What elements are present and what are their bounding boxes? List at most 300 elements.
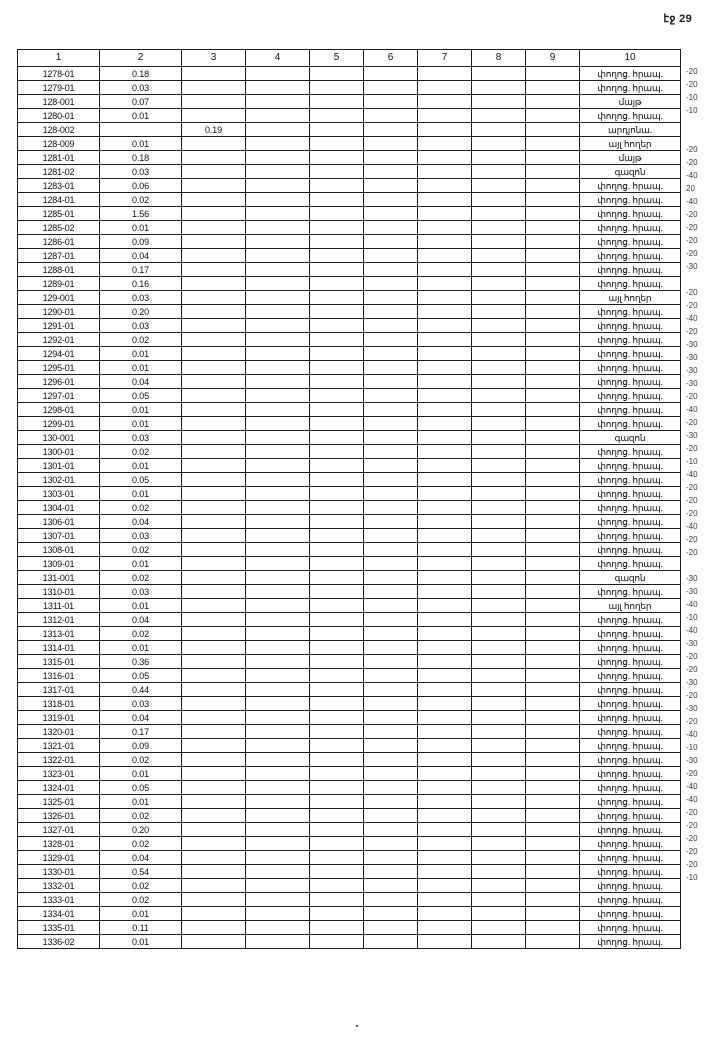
cell-empty-col9 (526, 151, 580, 165)
cell-empty-col8 (472, 445, 526, 459)
cell-empty-col6 (364, 683, 418, 697)
cell-land-use-type: փողոց. հրապ. (580, 935, 681, 949)
cell-empty-col6 (364, 375, 418, 389)
cell-empty-col6 (364, 921, 418, 935)
table-header-row (18, 50, 681, 67)
cell-land-use-type: փողոց. հրապ. (580, 879, 681, 893)
cell-parcel-code: 1302-01 (18, 473, 100, 487)
cell-empty-col7 (418, 459, 472, 473)
cell-empty-col9 (526, 781, 580, 795)
cell-empty-col8 (472, 921, 526, 935)
margin-annotation: -30 (686, 587, 698, 596)
cell-empty-col4 (246, 417, 310, 431)
cell-area-total: 0.03 (100, 585, 182, 599)
cell-empty-col5 (310, 683, 364, 697)
margin-annotation: -40 (686, 171, 698, 180)
cell-area-col3 (182, 767, 246, 781)
cell-area-col3 (182, 795, 246, 809)
cell-area-total: 0.01 (100, 347, 182, 361)
cell-land-use-type: փողոց. հրապ. (580, 627, 681, 641)
cell-area-col3 (182, 221, 246, 235)
cell-parcel-code: 1301-01 (18, 459, 100, 473)
margin-annotation: -20 (686, 665, 698, 674)
cell-empty-col4 (246, 753, 310, 767)
cell-empty-col5 (310, 431, 364, 445)
cell-area-total: 0.36 (100, 655, 182, 669)
cell-empty-col9 (526, 697, 580, 711)
table-row (18, 683, 681, 697)
cell-empty-col5 (310, 543, 364, 557)
cell-area-total: 0.01 (100, 935, 182, 949)
cell-empty-col8 (472, 417, 526, 431)
cell-parcel-code: 1322-01 (18, 753, 100, 767)
cell-empty-col5 (310, 725, 364, 739)
cell-empty-col4 (246, 823, 310, 837)
cell-empty-col5 (310, 473, 364, 487)
cell-empty-col6 (364, 585, 418, 599)
cell-parcel-code: 128-002 (18, 123, 100, 137)
cell-empty-col7 (418, 445, 472, 459)
cell-empty-col9 (526, 81, 580, 95)
cell-empty-col9 (526, 347, 580, 361)
cell-empty-col6 (364, 837, 418, 851)
cell-empty-col5 (310, 487, 364, 501)
cell-empty-col4 (246, 893, 310, 907)
cell-area-col3 (182, 403, 246, 417)
cell-empty-col5 (310, 669, 364, 683)
margin-annotation: -20 (686, 392, 698, 401)
column-header-8: 8 (472, 50, 526, 67)
cell-land-use-type: փողոց. հրապ. (580, 515, 681, 529)
cell-empty-col5 (310, 697, 364, 711)
table-body (18, 67, 681, 949)
cell-empty-col9 (526, 837, 580, 851)
cell-empty-col7 (418, 403, 472, 417)
cell-empty-col7 (418, 193, 472, 207)
cell-empty-col9 (526, 641, 580, 655)
cell-empty-col4 (246, 529, 310, 543)
cell-area-total: 0.04 (100, 711, 182, 725)
cell-empty-col5 (310, 277, 364, 291)
table-row (18, 571, 681, 585)
margin-annotation: -20 (686, 444, 698, 453)
cell-empty-col8 (472, 193, 526, 207)
cell-empty-col9 (526, 473, 580, 487)
cell-empty-col4 (246, 165, 310, 179)
margin-annotation: -40 (686, 314, 698, 323)
margin-annotation: -10 (686, 106, 698, 115)
cell-empty-col7 (418, 81, 472, 95)
cell-empty-col7 (418, 921, 472, 935)
cell-empty-col5 (310, 935, 364, 949)
cell-empty-col6 (364, 823, 418, 837)
cell-land-use-type: փողոց. հրապ. (580, 193, 681, 207)
cell-empty-col6 (364, 753, 418, 767)
cell-empty-col6 (364, 599, 418, 613)
cell-area-col3 (182, 739, 246, 753)
cell-empty-col6 (364, 655, 418, 669)
cell-empty-col6 (364, 67, 418, 81)
column-header-4: 4 (246, 50, 310, 67)
cell-empty-col6 (364, 543, 418, 557)
cell-area-col3 (182, 263, 246, 277)
cell-parcel-code: 1319-01 (18, 711, 100, 725)
cell-empty-col9 (526, 599, 580, 613)
cell-empty-col8 (472, 529, 526, 543)
cell-empty-col5 (310, 641, 364, 655)
cell-empty-col8 (472, 137, 526, 151)
cell-area-total: 0.01 (100, 557, 182, 571)
cell-parcel-code: 1291-01 (18, 319, 100, 333)
table-row (18, 711, 681, 725)
table-row (18, 487, 681, 501)
cell-empty-col5 (310, 361, 364, 375)
cell-empty-col7 (418, 277, 472, 291)
cell-empty-col8 (472, 613, 526, 627)
cell-area-total: 0.07 (100, 95, 182, 109)
cell-area-total: 0.02 (100, 571, 182, 585)
cell-empty-col9 (526, 165, 580, 179)
cell-area-col3 (182, 445, 246, 459)
cell-empty-col6 (364, 347, 418, 361)
table-row (18, 767, 681, 781)
cell-parcel-code: 1300-01 (18, 445, 100, 459)
cell-land-use-type: փողոց. հրապ. (580, 249, 681, 263)
table-row (18, 823, 681, 837)
cell-empty-col9 (526, 753, 580, 767)
cell-parcel-code: 1287-01 (18, 249, 100, 263)
cell-empty-col8 (472, 585, 526, 599)
cell-empty-col7 (418, 249, 472, 263)
cell-area-total: 0.02 (100, 501, 182, 515)
cell-empty-col5 (310, 711, 364, 725)
cell-land-use-type: փողոց. հրապ. (580, 641, 681, 655)
cell-parcel-code: 1321-01 (18, 739, 100, 753)
table-row (18, 179, 681, 193)
cell-land-use-type: փողոց. հրապ. (580, 725, 681, 739)
cell-area-col3 (182, 571, 246, 585)
cell-empty-col4 (246, 879, 310, 893)
cell-empty-col8 (472, 683, 526, 697)
margin-annotation: -30 (686, 353, 698, 362)
cell-empty-col9 (526, 95, 580, 109)
cell-empty-col5 (310, 879, 364, 893)
margin-annotation: -30 (686, 262, 698, 271)
cell-empty-col7 (418, 697, 472, 711)
table-row (18, 781, 681, 795)
cell-area-col3 (182, 347, 246, 361)
cell-empty-col5 (310, 221, 364, 235)
cell-empty-col5 (310, 585, 364, 599)
cell-empty-col6 (364, 389, 418, 403)
cell-empty-col5 (310, 179, 364, 193)
margin-annotation: 20 (686, 184, 695, 193)
cell-empty-col7 (418, 823, 472, 837)
table-row (18, 599, 681, 613)
cell-empty-col9 (526, 823, 580, 837)
cell-land-use-type: փողոց. հրապ. (580, 81, 681, 95)
cell-parcel-code: 1278-01 (18, 67, 100, 81)
cell-empty-col7 (418, 165, 472, 179)
cell-empty-col8 (472, 67, 526, 81)
margin-annotation: -20 (686, 145, 698, 154)
margin-annotation: -20 (686, 249, 698, 258)
cell-area-col3 (182, 599, 246, 613)
cell-area-total: 0.02 (100, 809, 182, 823)
cell-empty-col4 (246, 431, 310, 445)
cell-empty-col7 (418, 375, 472, 389)
cell-area-total: 0.01 (100, 403, 182, 417)
cell-empty-col5 (310, 81, 364, 95)
cell-area-col3 (182, 291, 246, 305)
cell-empty-col8 (472, 361, 526, 375)
cell-area-col3 (182, 305, 246, 319)
cell-land-use-type: փողոց. հրապ. (580, 487, 681, 501)
cell-parcel-code: 1288-01 (18, 263, 100, 277)
cell-area-total: 1.56 (100, 207, 182, 221)
cell-empty-col7 (418, 263, 472, 277)
table-row (18, 291, 681, 305)
cell-area-col3 (182, 501, 246, 515)
cell-land-use-type: փողոց. հրապ. (580, 263, 681, 277)
cell-area-col3 (182, 655, 246, 669)
table-row (18, 277, 681, 291)
margin-annotation: -20 (686, 548, 698, 557)
cell-land-use-type: փողոց. հրապ. (580, 809, 681, 823)
cell-empty-col4 (246, 179, 310, 193)
cell-empty-col9 (526, 459, 580, 473)
cell-empty-col9 (526, 487, 580, 501)
cell-land-use-type: փողոց. հրապ. (580, 501, 681, 515)
cell-empty-col9 (526, 333, 580, 347)
cell-empty-col4 (246, 305, 310, 319)
cell-empty-col6 (364, 445, 418, 459)
cell-parcel-code: 1297-01 (18, 389, 100, 403)
cell-empty-col5 (310, 501, 364, 515)
cell-empty-col9 (526, 361, 580, 375)
cell-parcel-code: 1316-01 (18, 669, 100, 683)
cell-empty-col7 (418, 655, 472, 669)
cell-empty-col8 (472, 123, 526, 137)
cell-area-col3 (182, 669, 246, 683)
cell-area-col3 (182, 837, 246, 851)
cell-empty-col7 (418, 305, 472, 319)
cell-empty-col4 (246, 375, 310, 389)
cell-empty-col4 (246, 851, 310, 865)
cell-area-total: 0.04 (100, 515, 182, 529)
cell-empty-col5 (310, 865, 364, 879)
cell-parcel-code: 1290-01 (18, 305, 100, 319)
column-header-3: 3 (182, 50, 246, 67)
cell-empty-col8 (472, 319, 526, 333)
cell-land-use-type: փողոց. հրապ. (580, 375, 681, 389)
cell-parcel-code: 1336-02 (18, 935, 100, 949)
cell-empty-col7 (418, 151, 472, 165)
cell-empty-col6 (364, 277, 418, 291)
cell-empty-col4 (246, 459, 310, 473)
cell-empty-col9 (526, 683, 580, 697)
cell-area-col3 (182, 879, 246, 893)
table-row (18, 893, 681, 907)
cell-empty-col4 (246, 795, 310, 809)
cell-empty-col7 (418, 95, 472, 109)
margin-annotation: -40 (686, 782, 698, 791)
cell-empty-col7 (418, 333, 472, 347)
margin-annotation-spacer (684, 49, 712, 65)
cell-area-col3 (182, 753, 246, 767)
cell-empty-col7 (418, 893, 472, 907)
cell-empty-col4 (246, 809, 310, 823)
table-row (18, 319, 681, 333)
cell-land-use-type: փողոց. հրապ. (580, 613, 681, 627)
footer-mark (356, 1025, 358, 1027)
margin-annotation: -10 (686, 613, 698, 622)
cell-area-col3 (182, 235, 246, 249)
table-row (18, 403, 681, 417)
cell-area-col3 (182, 333, 246, 347)
table-row (18, 585, 681, 599)
cell-empty-col8 (472, 725, 526, 739)
cell-area-col3 (182, 585, 246, 599)
cell-empty-col5 (310, 151, 364, 165)
cell-empty-col8 (472, 767, 526, 781)
cell-area-total: 0.02 (100, 543, 182, 557)
cell-empty-col7 (418, 137, 472, 151)
page-number-label: էջ 29 (663, 13, 692, 25)
cell-empty-col4 (246, 515, 310, 529)
cell-empty-col5 (310, 851, 364, 865)
cell-parcel-code: 1325-01 (18, 795, 100, 809)
cell-area-col3 (182, 319, 246, 333)
margin-annotation: -20 (686, 301, 698, 310)
cell-empty-col5 (310, 291, 364, 305)
cell-empty-col9 (526, 193, 580, 207)
cell-empty-col7 (418, 795, 472, 809)
table-row (18, 851, 681, 865)
cell-area-total: 0.04 (100, 613, 182, 627)
margin-annotation: -30 (686, 366, 698, 375)
cell-parcel-code: 1310-01 (18, 585, 100, 599)
cell-empty-col8 (472, 935, 526, 949)
cell-empty-col7 (418, 683, 472, 697)
cell-empty-col7 (418, 319, 472, 333)
cell-empty-col7 (418, 781, 472, 795)
cell-land-use-type: փողոց. հրապ. (580, 655, 681, 669)
cell-area-col3 (182, 67, 246, 81)
cell-area-total: 0.03 (100, 81, 182, 95)
margin-annotation: -20 (686, 80, 698, 89)
cell-land-use-type: փողոց. հրապ. (580, 781, 681, 795)
cell-area-total: 0.01 (100, 221, 182, 235)
table-row (18, 95, 681, 109)
cell-land-use-type: փողոց. հրապ. (580, 277, 681, 291)
cell-empty-col6 (364, 333, 418, 347)
margin-annotation: -20 (686, 717, 698, 726)
cell-area-col3 (182, 515, 246, 529)
margin-annotation: -10 (686, 743, 698, 752)
cell-empty-col7 (418, 179, 472, 193)
cell-empty-col5 (310, 333, 364, 347)
cell-empty-col8 (472, 165, 526, 179)
margin-annotation: -20 (686, 67, 698, 76)
cell-empty-col6 (364, 515, 418, 529)
table-row (18, 249, 681, 263)
cell-land-use-type: փողոց. հրապ. (580, 669, 681, 683)
cell-empty-col7 (418, 361, 472, 375)
cell-empty-col6 (364, 263, 418, 277)
column-header-5: 5 (310, 50, 364, 67)
cell-empty-col6 (364, 935, 418, 949)
cell-empty-col8 (472, 739, 526, 753)
cell-empty-col7 (418, 221, 472, 235)
cell-parcel-code: 131-001 (18, 571, 100, 585)
cell-empty-col6 (364, 123, 418, 137)
cell-empty-col8 (472, 249, 526, 263)
margin-annotation (684, 117, 712, 130)
table-row (18, 459, 681, 473)
cell-empty-col5 (310, 207, 364, 221)
cell-empty-col6 (364, 669, 418, 683)
cell-empty-col7 (418, 851, 472, 865)
cell-area-total: 0.03 (100, 291, 182, 305)
cell-land-use-type: գազոն (580, 431, 681, 445)
cell-area-col3 (182, 781, 246, 795)
cell-empty-col7 (418, 235, 472, 249)
cell-parcel-code: 1279-01 (18, 81, 100, 95)
cell-area-col3 (182, 179, 246, 193)
cell-empty-col4 (246, 235, 310, 249)
table-row (18, 739, 681, 753)
table-row (18, 263, 681, 277)
cell-land-use-type: փողոց. հրապ. (580, 207, 681, 221)
cell-empty-col6 (364, 403, 418, 417)
cell-empty-col7 (418, 809, 472, 823)
table-row (18, 725, 681, 739)
cell-empty-col8 (472, 753, 526, 767)
cell-empty-col5 (310, 515, 364, 529)
cell-area-col3 (182, 809, 246, 823)
cell-land-use-type: փողոց. հրապ. (580, 235, 681, 249)
table-row (18, 333, 681, 347)
table-row (18, 613, 681, 627)
cell-empty-col5 (310, 781, 364, 795)
cell-land-use-type: փողոց. հրապ. (580, 529, 681, 543)
cell-empty-col5 (310, 921, 364, 935)
cell-area-total: 0.02 (100, 445, 182, 459)
land-registry-table (17, 49, 681, 949)
cell-empty-col9 (526, 179, 580, 193)
cell-land-use-type: փողոց. հրապ. (580, 403, 681, 417)
margin-annotation: -10 (686, 457, 698, 466)
cell-land-use-type: փողոց. հրապ. (580, 683, 681, 697)
cell-land-use-type: փողոց. հրապ. (580, 333, 681, 347)
cell-empty-col7 (418, 837, 472, 851)
cell-empty-col9 (526, 529, 580, 543)
cell-empty-col7 (418, 291, 472, 305)
margin-annotation: -30 (686, 379, 698, 388)
cell-land-use-type: այլ հողեր (580, 291, 681, 305)
cell-area-total: 0.11 (100, 921, 182, 935)
cell-empty-col9 (526, 935, 580, 949)
cell-empty-col4 (246, 137, 310, 151)
cell-empty-col4 (246, 67, 310, 81)
cell-area-col3 (182, 361, 246, 375)
cell-empty-col9 (526, 389, 580, 403)
table-row (18, 627, 681, 641)
cell-area-total: 0.18 (100, 67, 182, 81)
cell-empty-col6 (364, 459, 418, 473)
margin-annotation: -20 (686, 496, 698, 505)
